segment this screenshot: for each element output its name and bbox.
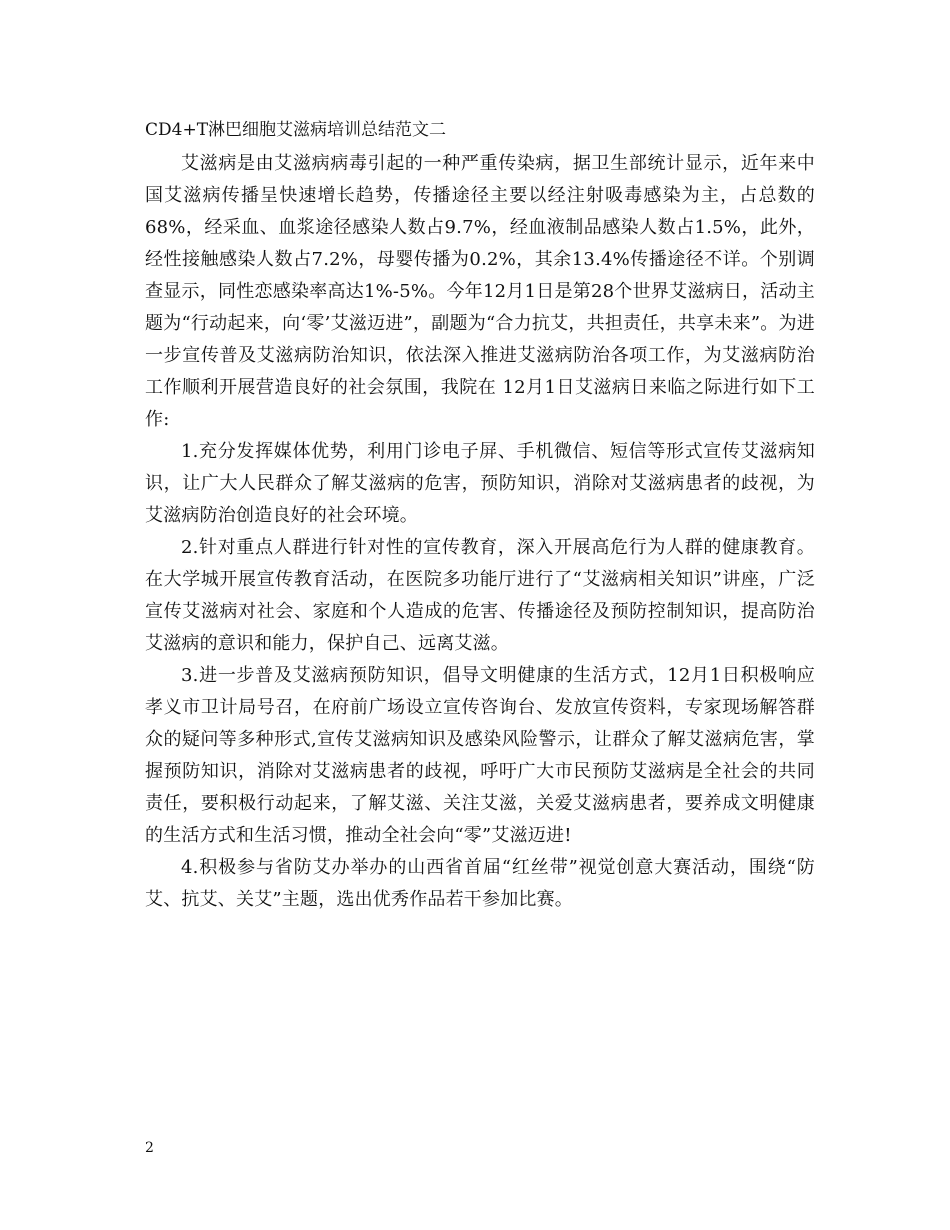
document-title: CD4+T淋巴细胞艾滋病培训总结范文二 [145, 120, 447, 140]
document-body [145, 148, 815, 916]
paragraph-item-2: 2.针对重点人群进行针对性的宣传教育，深入开展高危行为人群的健康教育。在大学城开展宣传教育活动，在医院多功能厅进行了“艾滋病相关知识”讲座，广泛宣传艾滋病对社会、家庭和个人造成的危害、传播途径及预防控制知识，提高防治艾滋病的意识和能力，保护自己、远离艾滋。 [145, 537, 815, 654]
paragraph-item-4: 4.积极参与省防艾办举办的山西省首届“红丝带”视觉创意大赛活动，围绕“防艾、抗艾、关艾”主题，选出优秀作品若干参加比赛。 [145, 857, 815, 910]
page-number: 2 [145, 1140, 154, 1156]
paragraph-item-3: 3.进一步普及艾滋病预防知识，倡导文明健康的生活方式，12月1日积极响应孝义市卫计局号召，在府前广场设立宣传咨询台、发放宣传资料，专家现场解答群众的疑问等多种形式,宣传艾滋病知识及感染风险警示，让群众了解艾滋病危害，掌握预防知识，消除对艾滋病患者的歧视，呼吁广大市民预防艾滋病是全社会的共同责任，要积极行动起来，了解艾滋、关注艾滋，关爱艾滋病患者，要养成文明健康的生活方式和生活习惯，推动全社会向“零”艾滋迈进! [145, 665, 815, 846]
paragraph-item-1: 1.充分发挥媒体优势，利用门诊电子屏、手机微信、短信等形式宣传艾滋病知识，让广大人民群众了解艾滋病的危害，预防知识，消除对艾滋病患者的歧视，为艾滋病防治创造良好的社会环境。 [145, 441, 815, 526]
paragraph-intro: 艾滋病是由艾滋病病毒引起的一种严重传染病，据卫生部统计显示，近年来中国艾滋病传播呈快速增长趋势，传播途径主要以经注射吸毒感染为主，占总数的68%，经采血、血浆途径感染人数占9.7%，经血液制品感染人数占1.5%，此外，经性接触感染人数占7.2%，母婴传播为0.2%，其余13.4%传播途径不详。个别调查显示，同性恋感染率高达1%-5%。今年12月1日是第28个世界艾滋病日，活动主题为“行动起来，向‘零’艾滋迈进”，副题为“合力抗艾，共担责任，共享未来”。为进一步宣传普及艾滋病防治知识，依法深入推进艾滋病防治各项工作，为艾滋病防治工作顺利开展营造良好的社会氛围，我院在 12月1日艾滋病日来临之际进行如下工作: [145, 153, 815, 430]
